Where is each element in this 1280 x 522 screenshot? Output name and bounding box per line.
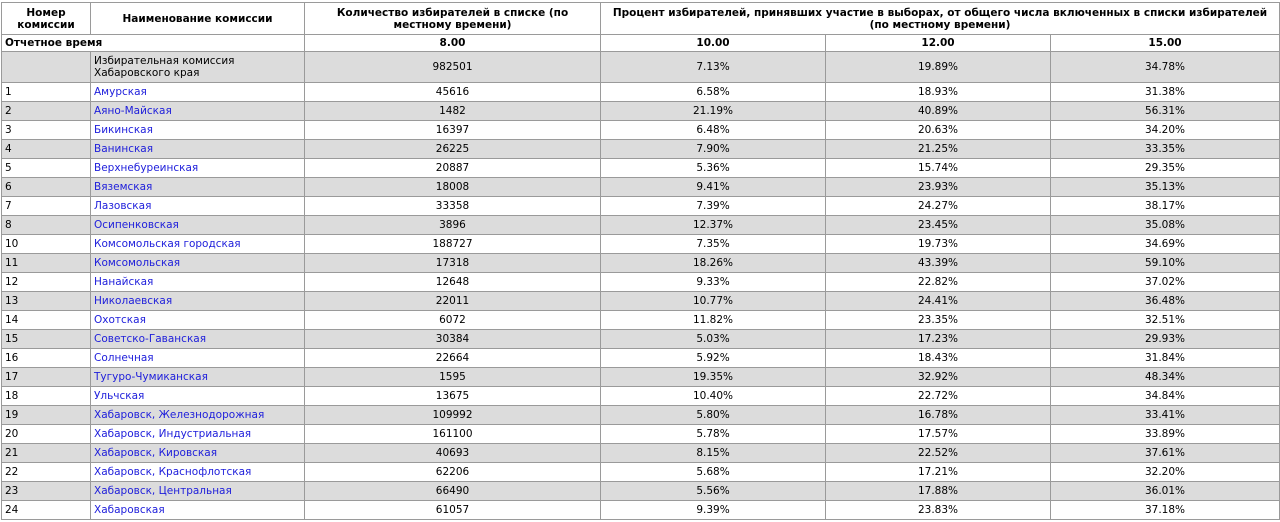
reporting-time-1200: 12.00 — [826, 35, 1051, 52]
turnout-1500-cell: 37.18% — [1051, 501, 1280, 520]
voters-count-cell: 26225 — [305, 140, 601, 159]
turnout-1200-cell: 16.78% — [826, 406, 1051, 425]
table-row — [2, 216, 1280, 235]
voters-count-cell: 20887 — [305, 159, 601, 178]
turnout-1500-cell: 34.84% — [1051, 387, 1280, 406]
turnout-1200-cell: 19.73% — [826, 235, 1051, 254]
table-row — [2, 83, 1280, 102]
voters-count-cell: 45616 — [305, 83, 601, 102]
commission-link[interactable]: Николаевская — [94, 295, 173, 307]
commission-link[interactable]: Советско-Гаванская — [94, 333, 207, 345]
summary-row — [2, 52, 1280, 83]
turnout-1000-cell: 7.39% — [601, 197, 826, 216]
commission-number-cell: 11 — [2, 254, 91, 273]
turnout-1000-cell: 5.68% — [601, 463, 826, 482]
turnout-1500-cell: 37.02% — [1051, 273, 1280, 292]
commission-number-cell: 4 — [2, 140, 91, 159]
commission-link[interactable]: Ванинская — [94, 143, 154, 155]
commission-name-cell — [91, 121, 305, 140]
table-row — [2, 121, 1280, 140]
turnout-1000-cell: 5.36% — [601, 159, 826, 178]
turnout-1000-cell: 11.82% — [601, 311, 826, 330]
commission-link[interactable]: Хабаровск, Железнодорожная — [94, 409, 265, 421]
commission-name-cell — [91, 235, 305, 254]
turnout-1000-cell: 5.56% — [601, 482, 826, 501]
turnout-1500-cell: 36.01% — [1051, 482, 1280, 501]
voters-count-cell: 18008 — [305, 178, 601, 197]
turnout-1500-cell: 48.34% — [1051, 368, 1280, 387]
turnout-1000-cell: 21.19% — [601, 102, 826, 121]
turnout-1500-cell: 29.35% — [1051, 159, 1280, 178]
reporting-time-row — [2, 35, 1280, 52]
turnout-1000-cell: 9.41% — [601, 178, 826, 197]
turnout-1500-cell: 34.69% — [1051, 235, 1280, 254]
commission-number-cell: 2 — [2, 102, 91, 121]
commission-number-cell: 13 — [2, 292, 91, 311]
summary-number — [2, 52, 91, 83]
turnout-1500-cell: 31.84% — [1051, 349, 1280, 368]
table-row — [2, 482, 1280, 501]
commission-number-cell: 24 — [2, 501, 91, 520]
table-row — [2, 387, 1280, 406]
header-commission-name: Наименование комиссии — [91, 3, 305, 35]
commission-number-cell: 16 — [2, 349, 91, 368]
commission-link[interactable]: Комсомольская городская — [94, 238, 241, 250]
voters-count-cell: 109992 — [305, 406, 601, 425]
turnout-1000-cell: 12.37% — [601, 216, 826, 235]
turnout-1200-cell: 22.52% — [826, 444, 1051, 463]
commission-link[interactable]: Хабаровск, Индустриальная — [94, 428, 252, 440]
commission-name-cell — [91, 406, 305, 425]
table-row — [2, 197, 1280, 216]
commission-name-cell — [91, 311, 305, 330]
table-row — [2, 425, 1280, 444]
turnout-1000-cell: 10.77% — [601, 292, 826, 311]
commission-name-cell — [91, 254, 305, 273]
turnout-1000-cell: 19.35% — [601, 368, 826, 387]
turnout-1500-cell: 33.41% — [1051, 406, 1280, 425]
reporting-time-0800: 8.00 — [305, 35, 601, 52]
voters-count-cell: 3896 — [305, 216, 601, 235]
voters-count-cell: 61057 — [305, 501, 601, 520]
commission-name-cell — [91, 216, 305, 235]
reporting-time-1000: 10.00 — [601, 35, 826, 52]
turnout-1200-cell: 15.74% — [826, 159, 1051, 178]
commission-name-cell — [91, 501, 305, 520]
commission-name-cell — [91, 178, 305, 197]
turnout-1500-cell: 31.38% — [1051, 83, 1280, 102]
turnout-1500-cell: 59.10% — [1051, 254, 1280, 273]
commission-name-cell — [91, 425, 305, 444]
commission-number-cell: 7 — [2, 197, 91, 216]
commission-name-cell — [91, 368, 305, 387]
voters-count-cell: 1595 — [305, 368, 601, 387]
commission-name-cell — [91, 140, 305, 159]
commission-link[interactable]: Хабаровск, Кировская — [94, 447, 218, 459]
table-row — [2, 501, 1280, 520]
commission-number-cell: 6 — [2, 178, 91, 197]
commission-link[interactable]: Аяно-Майская — [94, 105, 172, 117]
table-row — [2, 406, 1280, 425]
summary-voters: 982501 — [305, 52, 601, 83]
reporting-time-label: Отчетное время — [2, 35, 305, 52]
commission-link[interactable]: Нанайская — [94, 276, 154, 288]
commission-link[interactable]: Хабаровск, Центральная — [94, 485, 232, 497]
turnout-1200-cell: 22.72% — [826, 387, 1051, 406]
table-row — [2, 292, 1280, 311]
commission-link[interactable]: Хабаровск, Краснофлотская — [94, 466, 252, 478]
turnout-1000-cell: 8.15% — [601, 444, 826, 463]
turnout-1000-cell: 10.40% — [601, 387, 826, 406]
turnout-1200-cell: 23.45% — [826, 216, 1051, 235]
turnout-1000-cell: 18.26% — [601, 254, 826, 273]
commission-link[interactable]: Осипенковская — [94, 219, 179, 231]
table-row — [2, 254, 1280, 273]
commission-number-cell: 23 — [2, 482, 91, 501]
turnout-1000-cell: 9.39% — [601, 501, 826, 520]
commission-name-cell — [91, 463, 305, 482]
table-row — [2, 311, 1280, 330]
turnout-1500-cell: 36.48% — [1051, 292, 1280, 311]
voters-count-cell: 40693 — [305, 444, 601, 463]
commission-name-cell — [91, 444, 305, 463]
table-row — [2, 235, 1280, 254]
turnout-1200-cell: 23.93% — [826, 178, 1051, 197]
commission-name-cell — [91, 387, 305, 406]
voters-count-cell: 22011 — [305, 292, 601, 311]
summary-name: Избирательная комиссия Хабаровского края — [91, 52, 305, 83]
turnout-1500-cell: 38.17% — [1051, 197, 1280, 216]
turnout-1000-cell: 5.80% — [601, 406, 826, 425]
table-row — [2, 330, 1280, 349]
commission-name-cell — [91, 197, 305, 216]
commission-number-cell: 17 — [2, 368, 91, 387]
voters-count-cell: 30384 — [305, 330, 601, 349]
turnout-1200-cell: 23.83% — [826, 501, 1051, 520]
table-row — [2, 349, 1280, 368]
turnout-1500-cell: 32.20% — [1051, 463, 1280, 482]
commission-number-cell: 19 — [2, 406, 91, 425]
commission-name-cell — [91, 159, 305, 178]
turnout-1200-cell: 23.35% — [826, 311, 1051, 330]
voters-count-cell: 13675 — [305, 387, 601, 406]
voters-count-cell: 161100 — [305, 425, 601, 444]
voters-count-cell: 62206 — [305, 463, 601, 482]
turnout-1200-cell: 21.25% — [826, 140, 1051, 159]
voters-count-cell: 33358 — [305, 197, 601, 216]
turnout-1500-cell: 35.08% — [1051, 216, 1280, 235]
voters-count-cell: 6072 — [305, 311, 601, 330]
turnout-1200-cell: 18.93% — [826, 83, 1051, 102]
turnout-1000-cell: 7.90% — [601, 140, 826, 159]
header-row — [2, 3, 1280, 35]
commission-number-cell: 1 — [2, 83, 91, 102]
header-voters-count: Количество избирателей в списке (по местному времени) — [305, 3, 601, 35]
table-row — [2, 463, 1280, 482]
voters-count-cell: 66490 — [305, 482, 601, 501]
turnout-1200-cell: 43.39% — [826, 254, 1051, 273]
voters-count-cell: 22664 — [305, 349, 601, 368]
commission-link[interactable]: Комсомольская — [94, 257, 181, 269]
table-row — [2, 273, 1280, 292]
reporting-time-1500: 15.00 — [1051, 35, 1280, 52]
turnout-1500-cell: 29.93% — [1051, 330, 1280, 349]
commission-link[interactable]: Бикинская — [94, 124, 153, 136]
turnout-table — [1, 2, 1280, 520]
turnout-1500-cell: 35.13% — [1051, 178, 1280, 197]
commission-number-cell: 20 — [2, 425, 91, 444]
commission-link[interactable]: Тугуро-Чумиканская — [94, 371, 208, 383]
commission-link[interactable]: Ульчская — [94, 390, 145, 402]
header-turnout-percent: Процент избирателей, принявших участие в выборах, от общего числа включенных в списки избирателей (по местному времени) — [601, 3, 1280, 35]
commission-name-cell — [91, 102, 305, 121]
commission-number-cell: 18 — [2, 387, 91, 406]
turnout-1200-cell: 22.82% — [826, 273, 1051, 292]
commission-name-cell — [91, 292, 305, 311]
header-commission-number: Номер комиссии — [2, 3, 91, 35]
voters-count-cell: 16397 — [305, 121, 601, 140]
voters-count-cell: 188727 — [305, 235, 601, 254]
commission-number-cell: 15 — [2, 330, 91, 349]
turnout-1200-cell: 17.88% — [826, 482, 1051, 501]
commission-number-cell: 21 — [2, 444, 91, 463]
table-row — [2, 140, 1280, 159]
commission-number-cell: 10 — [2, 235, 91, 254]
turnout-1200-cell: 20.63% — [826, 121, 1051, 140]
commission-name-cell — [91, 273, 305, 292]
turnout-1000-cell: 5.92% — [601, 349, 826, 368]
commission-link[interactable]: Солнечная — [94, 352, 154, 364]
summary-turnout-1500: 34.78% — [1051, 52, 1280, 83]
turnout-1200-cell: 17.21% — [826, 463, 1051, 482]
turnout-1500-cell: 34.20% — [1051, 121, 1280, 140]
turnout-1500-cell: 32.51% — [1051, 311, 1280, 330]
commission-link[interactable]: Амурская — [94, 86, 147, 98]
turnout-1000-cell: 5.03% — [601, 330, 826, 349]
table-row — [2, 178, 1280, 197]
commission-number-cell: 3 — [2, 121, 91, 140]
table-row — [2, 102, 1280, 121]
turnout-1200-cell: 24.27% — [826, 197, 1051, 216]
turnout-1200-cell: 32.92% — [826, 368, 1051, 387]
turnout-1200-cell: 40.89% — [826, 102, 1051, 121]
turnout-1500-cell: 33.89% — [1051, 425, 1280, 444]
turnout-1200-cell: 24.41% — [826, 292, 1051, 311]
commission-number-cell: 14 — [2, 311, 91, 330]
commission-name-cell — [91, 330, 305, 349]
turnout-1000-cell: 6.48% — [601, 121, 826, 140]
summary-turnout-1000: 7.13% — [601, 52, 826, 83]
commission-name-cell — [91, 482, 305, 501]
table-row — [2, 444, 1280, 463]
summary-turnout-1200: 19.89% — [826, 52, 1051, 83]
voters-count-cell: 17318 — [305, 254, 601, 273]
commission-number-cell: 22 — [2, 463, 91, 482]
commission-link[interactable]: Охотская — [94, 314, 146, 326]
commission-name-cell — [91, 349, 305, 368]
table-row — [2, 368, 1280, 387]
commission-link[interactable]: Вяземская — [94, 181, 153, 193]
voters-count-cell: 12648 — [305, 273, 601, 292]
commission-link[interactable]: Хабаровская — [94, 504, 165, 516]
turnout-1000-cell: 6.58% — [601, 83, 826, 102]
commission-number-cell: 8 — [2, 216, 91, 235]
turnout-1500-cell: 56.31% — [1051, 102, 1280, 121]
commission-name-cell — [91, 83, 305, 102]
turnout-1000-cell: 9.33% — [601, 273, 826, 292]
turnout-1500-cell: 33.35% — [1051, 140, 1280, 159]
turnout-1200-cell: 17.57% — [826, 425, 1051, 444]
commission-link[interactable]: Верхнебуреинская — [94, 162, 199, 174]
commission-number-cell: 12 — [2, 273, 91, 292]
voters-count-cell: 1482 — [305, 102, 601, 121]
turnout-1500-cell: 37.61% — [1051, 444, 1280, 463]
turnout-1200-cell: 17.23% — [826, 330, 1051, 349]
commission-link[interactable]: Лазовская — [94, 200, 152, 212]
turnout-1200-cell: 18.43% — [826, 349, 1051, 368]
turnout-1000-cell: 7.35% — [601, 235, 826, 254]
commission-number-cell: 5 — [2, 159, 91, 178]
table-row — [2, 159, 1280, 178]
turnout-1000-cell: 5.78% — [601, 425, 826, 444]
